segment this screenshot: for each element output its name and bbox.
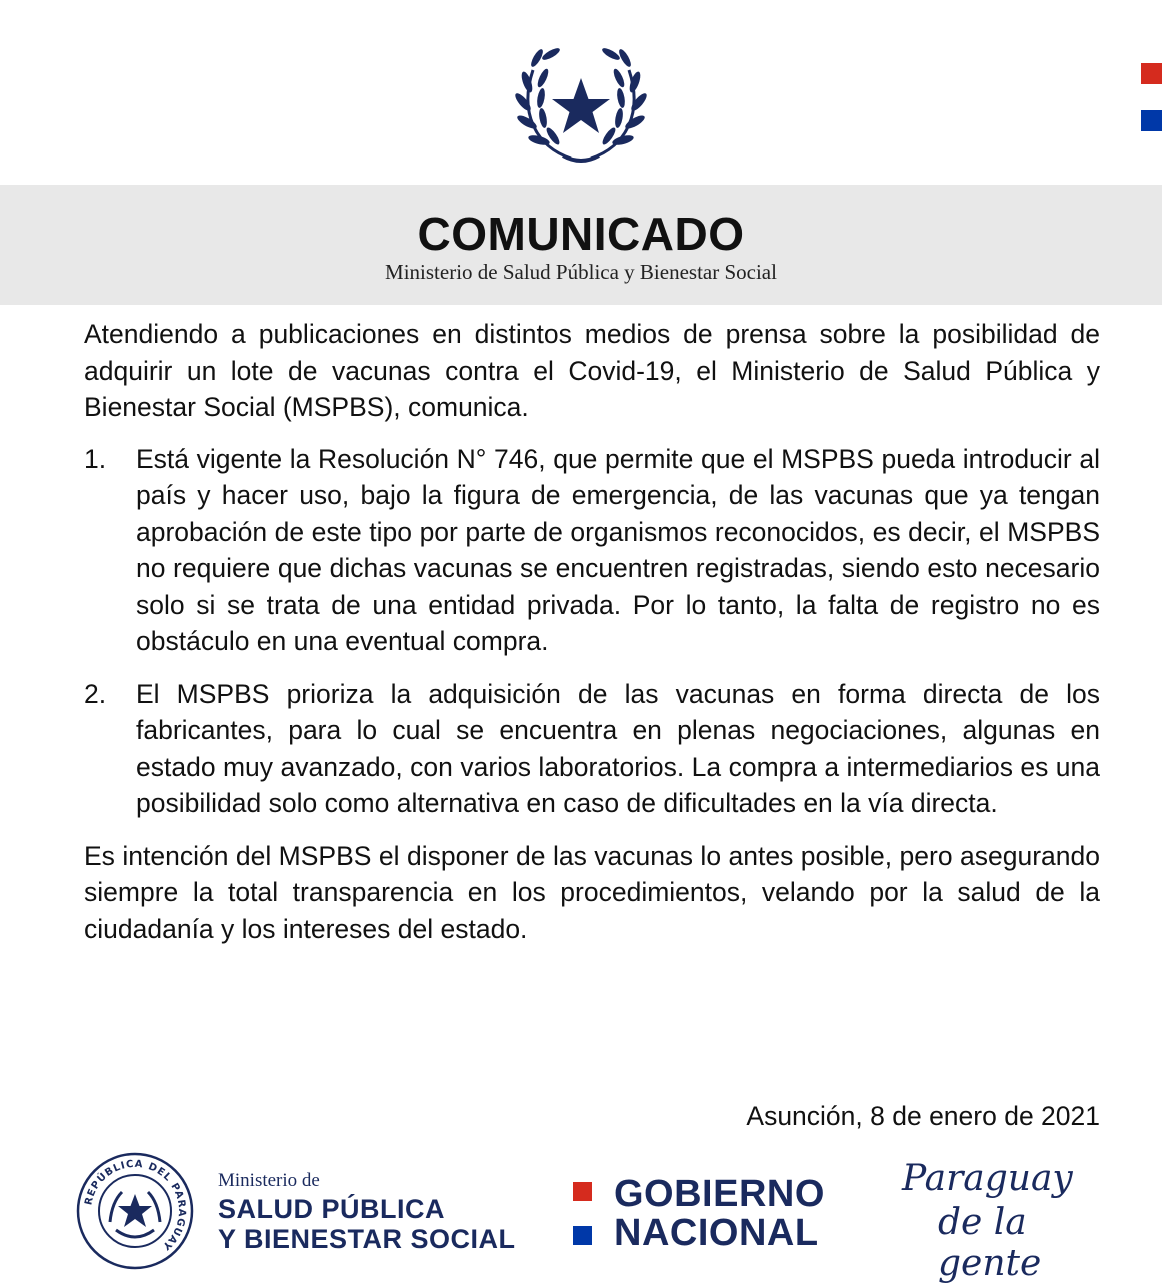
star-laurel-crest-icon	[513, 42, 649, 166]
ministry-logo-line1: Ministerio de	[218, 1170, 320, 1191]
slogan-line1: Paraguay	[902, 1158, 1073, 1199]
red-square-icon	[573, 1182, 592, 1201]
paraguay-de-la-gente-logo	[900, 1158, 1100, 1284]
blue-square-icon	[573, 1226, 592, 1245]
flag-red-square	[1141, 63, 1162, 84]
list-item	[84, 676, 1100, 822]
title-banner	[0, 185, 1162, 305]
communique-body	[84, 316, 1100, 962]
republic-seal-logo	[76, 1152, 194, 1270]
numbered-list	[84, 441, 1100, 822]
page-title: COMUNICADO	[417, 208, 745, 260]
flag-blue-square	[1141, 110, 1162, 131]
ministry-logo-line2: SALUD PÚBLICA	[218, 1194, 445, 1224]
date-line: Asunción, 8 de enero de 2021	[746, 1101, 1100, 1131]
ministry-logo	[218, 1170, 516, 1254]
list-item-text: Está vigente la Resolución N° 746, que permite que el MSPBS pueda introducir al país y hacer uso, bajo la figura de emergencia, de las vacunas que ya tengan aprobación de este tipo por parte de organismos reconocidos, es decir, el MSPBS no requiere que dichas vacunas se encuentren registradas, siendo esto necesario solo si se trata de una entidad privada. Por lo tanto, la falta de registro no es obstáculo en una eventual compra.	[136, 443, 1100, 656]
svg-text:REPÚBLICA DEL PARAGUAY: REPÚBLICA DEL PARAGUAY	[83, 1158, 188, 1253]
list-item-number: 1.	[84, 443, 107, 474]
list-item	[84, 441, 1100, 660]
slogan-line2: de la gente	[938, 1202, 1042, 1284]
list-item-number: 2.	[84, 678, 107, 709]
list-item-text: El MSPBS prioriza la adquisición de las vacunas en forma directa de los fabricantes, para lo cual se encuentra en plenas negociaciones, algunas en estado muy avanzado, con varios laboratorios. La compra a intermediarios es una posibilidad solo como alternativa en caso de dificultades en la vía directa.	[136, 678, 1100, 818]
closing-paragraph: Es intención del MSPBS el disponer de las vacunas lo antes posible, pero asegurando siempre la total transparencia en los procedimientos, velando por la salud de la ciudadanía y los intereses del estado.	[84, 840, 1100, 944]
ministry-logo-line3: Y BIENESTAR SOCIAL	[218, 1224, 516, 1254]
gobierno-text: GOBIERNO	[614, 1173, 825, 1215]
ministry-subtitle: Ministerio de Salud Pública y Bienestar Social	[385, 260, 777, 284]
nacional-text: NACIONAL	[614, 1212, 819, 1254]
intro-paragraph: Atendiendo a publicaciones en distintos medios de prensa sobre la posibilidad de adquirir un lote de vacunas contra el Covid-19, el Ministerio de Salud Pública y Bienestar Social (MSPBS), comunica.	[84, 319, 1100, 422]
